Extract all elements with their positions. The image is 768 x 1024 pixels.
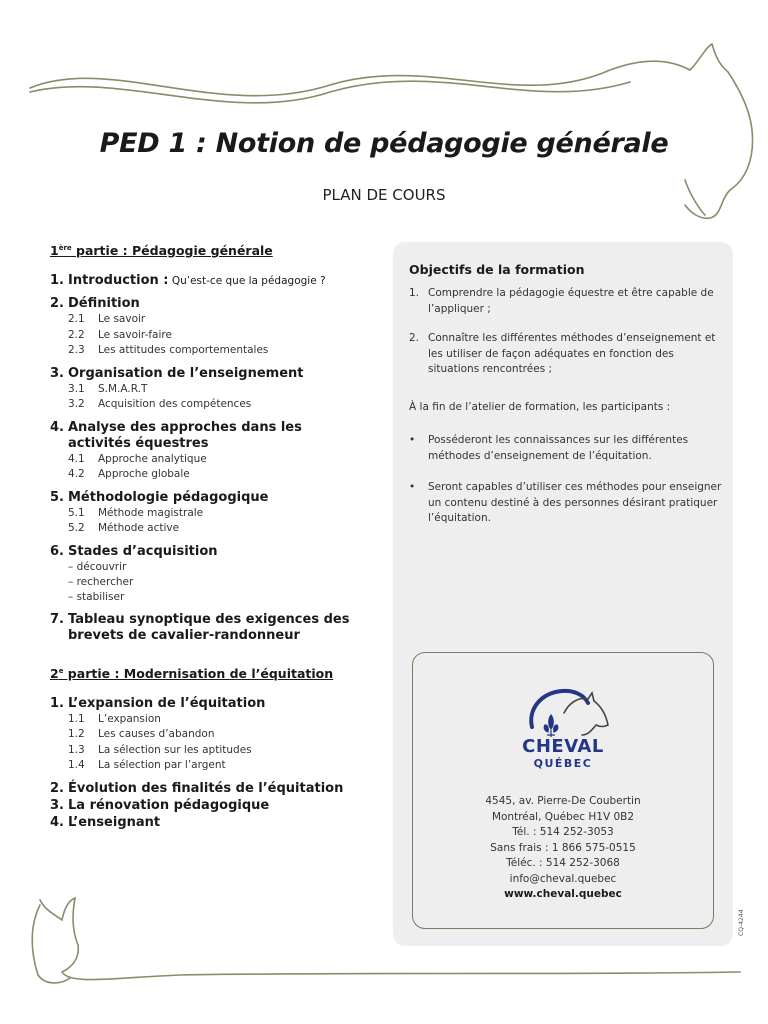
part-label: partie : Modernisation de l’équitation (63, 665, 334, 681)
objective-text: Connaître les différentes méthodes d’enseignement et les utiliser de façon adéquates en fonction des situations rencontrées ; (428, 332, 716, 375)
subsection-number: 1.4 (68, 759, 85, 771)
subsection-item (50, 758, 350, 774)
section-heading (50, 273, 350, 289)
subsection-number: 1.1 (68, 712, 85, 725)
subsection-item (50, 743, 350, 759)
part-heading (50, 666, 350, 681)
subsection-label: La sélection par l’argent (98, 759, 226, 771)
outcomes-intro: À la fin de l’atelier de formation, les participants : (409, 400, 671, 413)
outline-section (50, 612, 350, 644)
subsection-number: 1.3 (68, 743, 85, 756)
section-number: 3. (50, 797, 64, 813)
part-number: 2 (50, 665, 59, 681)
page-subtitle: PLAN DE COURS (322, 186, 446, 204)
section-heading (50, 420, 350, 452)
subsection-label: Approche globale (98, 468, 190, 480)
stage-item: – rechercher (68, 575, 134, 588)
subsection-label: Le savoir-faire (98, 328, 172, 341)
objective-text: Comprendre la pédagogie équestre et être capable de l’appliquer ; (428, 287, 714, 315)
section-heading (50, 544, 350, 560)
subsection-label: Les causes d’abandon (98, 728, 215, 740)
section-number: 4. (50, 419, 64, 435)
section-title: Tableau synoptique des exigences des brevets de cavalier-randonneur (68, 611, 350, 643)
objective-item (409, 331, 727, 378)
subsection-label: Les attitudes comportementales (98, 344, 269, 356)
section-number: 3. (50, 365, 64, 381)
subsection-number: 5.1 (68, 506, 85, 519)
subsection-item (50, 506, 350, 522)
outcome-text: Seront capables d’utiliser ces méthodes pour enseigner un contenu destiné à des personnes désirant pratiquer l’équitation. (428, 481, 722, 524)
street-address: 4545, av. Pierre-De Coubertin (485, 795, 641, 807)
section-heading (50, 366, 350, 382)
part-heading (50, 243, 350, 258)
objectives-heading: Objectifs de la formation (409, 262, 585, 277)
subsection-number: 2.3 (68, 344, 85, 356)
city-address: Montréal, Québec H1V 0B2 (491, 810, 635, 823)
subsection-number: 3.1 (68, 382, 85, 395)
section-number: 4. (50, 814, 64, 830)
subsection-item (50, 343, 350, 359)
objective-number: 1. (409, 287, 420, 299)
subsection-label: Le savoir (98, 313, 146, 325)
subsection-label: L’expansion (98, 712, 161, 725)
objective-item (409, 286, 727, 317)
page-title: PED 1 : Notion de pédagogie générale (99, 128, 669, 159)
subsection-label: La sélection sur les aptitudes (98, 743, 252, 756)
subsection-label: Acquisition des compétences (98, 398, 252, 410)
section-number: 6. (50, 543, 64, 559)
outline-section (50, 781, 350, 797)
outline-section (50, 798, 350, 814)
section-number: 7. (50, 611, 64, 627)
course-outline (50, 243, 350, 832)
subsection-label: Approche analytique (98, 452, 207, 465)
subsection-item (50, 727, 350, 743)
part1-sections (50, 273, 350, 644)
part-number-suffix: ère (58, 243, 72, 252)
logo-text-quebec: QUÉBEC (533, 757, 593, 770)
part-number-suffix: e (58, 666, 64, 675)
stage-item: – stabiliser (68, 590, 125, 603)
bullet-dot-icon: • (409, 434, 416, 446)
subsection-item (50, 467, 350, 483)
outline-section (50, 273, 350, 289)
subsection-number: 3.2 (68, 398, 85, 410)
section-heading (50, 296, 350, 312)
section-heading (50, 781, 350, 797)
subsection-number: 2.1 (68, 313, 85, 325)
outline-section (50, 696, 350, 774)
contact-card (412, 652, 714, 929)
subsection-item (50, 521, 350, 537)
logo-text-cheval: CHEVAL (522, 736, 604, 757)
subsection-item (50, 328, 350, 344)
objectives-list (409, 286, 727, 543)
subsection-item (50, 312, 350, 328)
section-heading (50, 696, 350, 712)
section-title: Définition (68, 296, 140, 311)
part-label: partie : Pédagogie générale (71, 243, 273, 258)
section-title: Organisation de l’enseignement (68, 365, 304, 381)
section-title: Analyse des approches dans les activités équestres (68, 419, 302, 451)
subsection-number: 4.1 (68, 452, 85, 465)
section-title: Introduction : (68, 273, 169, 288)
part2-sections (50, 696, 350, 831)
toll-free-phone: Sans frais : 1 866 575-0515 (490, 841, 636, 854)
section-heading (50, 612, 350, 644)
subsection-item (50, 382, 350, 398)
subsection-label: S.M.A.R.T (98, 382, 148, 395)
subsection-label: Méthode active (98, 522, 180, 534)
subsection-item (50, 712, 350, 728)
outline-section (50, 490, 350, 537)
outcome-text: Posséderont les connaissances sur les différentes méthodes d’enseignement de l’équitation. (428, 434, 689, 462)
section-number: 2. (50, 780, 64, 796)
subsection-item (50, 452, 350, 468)
section-title: L’enseignant (68, 814, 161, 830)
section-description: Qu’est-ce que la pédagogie ? (168, 275, 326, 287)
section-title: Stades d’acquisition (68, 543, 218, 559)
website-link[interactable]: www.cheval.quebec (504, 888, 622, 900)
section-title: Méthodologie pédagogique (68, 489, 269, 505)
subsection-item (50, 397, 350, 413)
outline-section (50, 296, 350, 359)
section-number: 1. (50, 695, 64, 711)
section-number: 1. (50, 273, 64, 288)
section-number: 2. (50, 296, 64, 311)
section-title: La rénovation pédagogique (68, 797, 270, 813)
section-heading (50, 815, 350, 831)
subsection-number: 5.2 (68, 522, 85, 534)
part-number: 1 (50, 243, 59, 258)
outcome-bullet (409, 433, 727, 464)
section-heading (50, 490, 350, 506)
subsection-number: 1.2 (68, 728, 85, 740)
section-title: L’expansion de l’équitation (68, 695, 266, 711)
section-heading (50, 798, 350, 814)
subsection-number: 4.2 (68, 468, 85, 480)
outline-section (50, 544, 350, 605)
section-title: Évolution des finalités de l’équitation (68, 780, 344, 796)
phone: Tél. : 514 252-3053 (512, 826, 614, 838)
email-link[interactable]: info@cheval.quebec (509, 872, 617, 885)
section-number: 5. (50, 489, 64, 505)
bullet-dot-icon: • (409, 481, 416, 493)
stage-item: – découvrir (68, 560, 127, 573)
subsection-label: Méthode magistrale (98, 506, 204, 519)
objective-number: 2. (409, 332, 420, 344)
objectives-panel (393, 242, 733, 946)
outline-section (50, 366, 350, 413)
subsection-number: 2.2 (68, 328, 85, 341)
outcome-bullet (409, 480, 727, 527)
outline-section (50, 815, 350, 831)
fax: Téléc. : 514 252-3068 (506, 857, 620, 869)
outline-section (50, 420, 350, 483)
contact-details (413, 794, 713, 903)
document-code: CQ-4244 (738, 909, 745, 936)
